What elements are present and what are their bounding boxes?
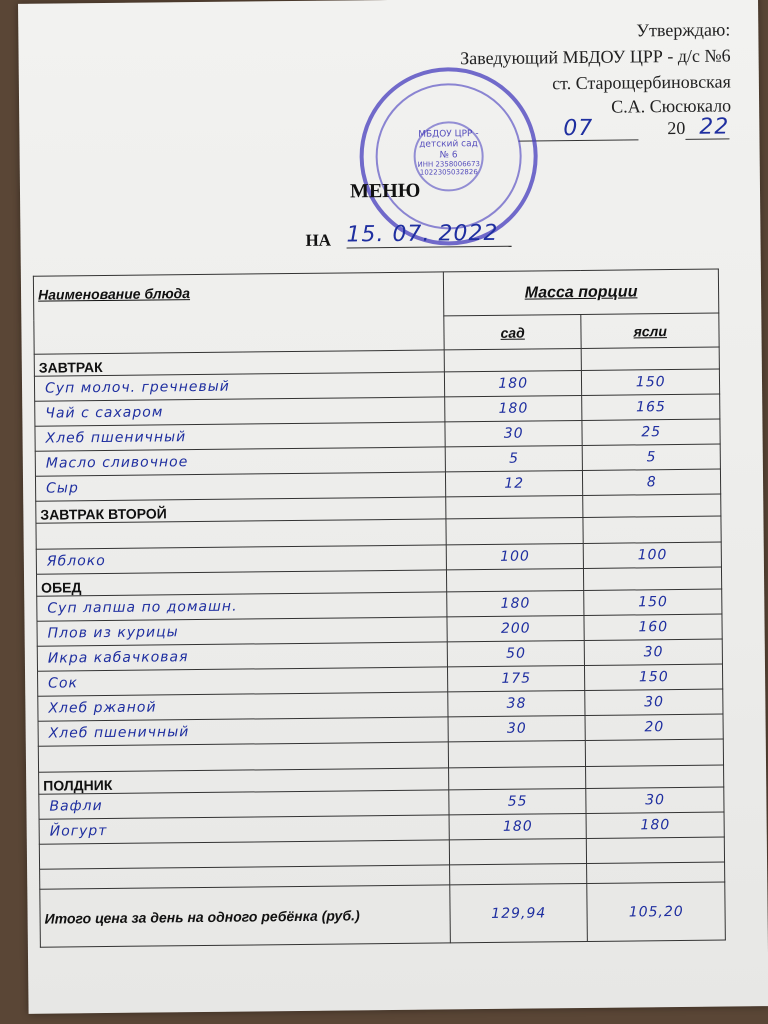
portion-yasli: 100 (584, 542, 722, 568)
empty-cell (446, 495, 584, 518)
dish-name: Яблоко (36, 545, 446, 574)
portion-sad: 12 (445, 470, 583, 496)
portion-yasli: 165 (582, 394, 720, 420)
portion-sad: 180 (445, 395, 583, 421)
portion-sad: 180 (447, 590, 585, 616)
portion-yasli: 150 (584, 589, 722, 615)
dish-name: Йогурт (39, 815, 449, 844)
empty-cell (587, 837, 725, 863)
empty-cell (446, 517, 584, 544)
section-title: ЗАВТРАК ВТОРОЙ (36, 497, 446, 523)
dish-name: Вафли (39, 790, 449, 819)
portion-yasli: 30 (585, 639, 723, 665)
portion-yasli: 30 (585, 689, 723, 715)
approval-line-2: Заведующий МБДОУ ЦРР - д/с №6 (460, 45, 731, 69)
empty-cell (583, 516, 721, 543)
col-sad-header: сад (444, 314, 582, 349)
portion-sad: 55 (449, 788, 587, 814)
page-title: МЕНЮ (349, 179, 421, 203)
portion-yasli: 20 (585, 714, 723, 740)
empty-cell (583, 494, 721, 517)
portion-sad: 38 (448, 690, 586, 716)
dish-name: Плов из курицы (37, 617, 447, 646)
approval-line-1: Утверждаю: (636, 19, 731, 41)
approval-date-year-prefix: 20 (667, 117, 686, 139)
dish-name: Хлеб пшеничный (38, 717, 448, 746)
stamp-text: МБДОУ ЦРР - детский сад № 6 ИНН 2358006673 1022305032826 (417, 129, 481, 177)
empty-cell (587, 862, 725, 883)
approval-date-year-suffix: 22 (685, 116, 729, 139)
menu-table (33, 269, 726, 948)
table-header-row (33, 269, 718, 320)
section-title: ПОЛДНИК (39, 768, 449, 794)
approval-date (518, 116, 729, 141)
date-label: НА (305, 230, 332, 250)
col-dish-header: Наименование блюда (33, 272, 444, 354)
portion-yasli: 8 (583, 469, 721, 495)
approval-line-4: С.А. Сюсюкало (611, 95, 732, 117)
portion-yasli: 150 (582, 369, 720, 395)
empty-cell (444, 348, 582, 371)
portion-sad: 100 (446, 543, 584, 569)
portion-yasli: 180 (586, 812, 724, 838)
empty-cell (448, 740, 586, 767)
dish-name: Чай с сахаром (35, 397, 445, 426)
portion-sad: 200 (447, 615, 585, 641)
portion-sad: 50 (447, 640, 585, 666)
portion-sad: 180 (449, 813, 587, 839)
col-yasli-header: ясли (581, 313, 719, 348)
dish-name: Икра кабачковая (37, 642, 447, 671)
portion-yasli: 150 (585, 664, 723, 690)
dish-name: Сок (38, 667, 448, 696)
portion-sad: 180 (444, 370, 582, 396)
empty-cell (449, 863, 587, 884)
empty-cell (446, 568, 584, 591)
total-yasli: 105,20 (587, 882, 725, 941)
empty-cell (582, 347, 720, 370)
portion-sad: 30 (445, 420, 583, 446)
empty-cell (586, 739, 724, 766)
empty-cell (448, 766, 586, 789)
portion-yasli: 25 (582, 419, 720, 445)
official-stamp (359, 66, 539, 246)
portion-yasli: 5 (583, 444, 721, 470)
section-title: ОБЕД (36, 570, 446, 596)
menu-sheet (18, 0, 768, 1014)
col-mass-header: Масса порции (443, 269, 719, 316)
menu-date: 15. 07. 2022 (346, 221, 511, 249)
portion-yasli: 30 (586, 787, 724, 813)
empty-cell (584, 567, 722, 590)
total-label: Итого цена за день на одного ребёнка (руб.) (40, 885, 451, 947)
portion-sad: 30 (448, 715, 586, 741)
empty-cell (586, 765, 724, 788)
dish-name: Сыр (35, 472, 445, 501)
total-sad: 129,94 (450, 883, 588, 942)
section-title: ЗАВТРАК (34, 350, 444, 376)
empty-cell (449, 838, 587, 864)
approval-line-3: ст. Старощербиновская (552, 71, 731, 94)
dish-name: Суп лапша по домашн. (37, 592, 447, 621)
dish-name: Суп молоч. гречневый (34, 372, 444, 401)
portion-yasli: 160 (584, 614, 722, 640)
dish-name: Хлеб пшеничный (35, 422, 445, 451)
approval-date-day: 07 (518, 117, 638, 141)
total-row (40, 882, 726, 947)
portion-sad: 175 (447, 665, 585, 691)
dish-name: Хлеб ржаной (38, 692, 448, 721)
dish-name: Масло сливочное (35, 447, 445, 476)
portion-sad: 5 (445, 445, 583, 471)
